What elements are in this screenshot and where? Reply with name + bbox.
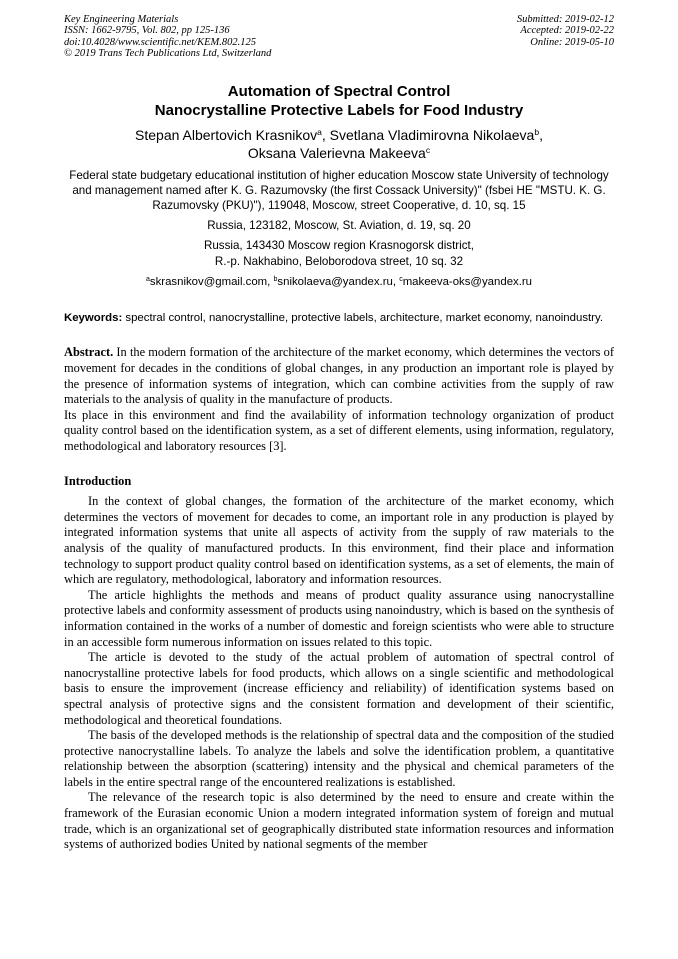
abstract-text: In the modern formation of the architecture of the market economy, which determines the vectors of movement for decades in the conditions of global changes, in any production an important role is played by the presence of information systems of integration, which can combine activities from the supply of raw materials to the analysis of quality in the manufacture of products. [64,345,614,407]
author-name: Stepan Albertovich Krasnikov [135,126,318,143]
body-paragraph: The article highlights the methods and means of product quality assurance using nanocrystalline protective labels and conformity assessment of products using nanoindustry, which is based on the synthesis of information contained in the works of a number of domestic and foreign scientists who were able to structure in an accessible form numerous information on issues related to this topic. [64,587,614,649]
title-line-1: Automation of Spectral Control [227,82,451,100]
address-2 [64,238,614,268]
body-paragraph: The relevance of the research topic is also determined by the need to ensure and create within the framework of the Eurasian economic Union a modern integrated information system of foreign and mutual trade, which is an organizational set of geographically distributed state information resources and information systems of authorized bodies United by national segments of the member [64,790,614,852]
abstract-paragraph [64,345,614,407]
paper-title [64,82,614,120]
section-heading-introduction: Introduction [64,473,132,488]
email-mark: a [145,275,150,283]
journal-doi: doi:10.4028/www.scientific.net/KEM.802.125 [64,36,256,48]
address-2-line-2: R.-p. Nakhabino, Beloborodova street, 10 sq. 32 [214,254,464,268]
author-name: Svetlana Vladimirovna Nikolaeva [329,126,535,143]
journal-header [64,14,614,60]
journal-copyright: © 2019 Trans Tech Publications Ltd, Switzerland [64,48,272,60]
abstract [64,345,614,454]
introduction-body [64,494,614,853]
accepted-date: Accepted: 2019-02-22 [520,25,614,37]
body-paragraph: The basis of the developed methods is the relationship of spectral data and the composition of the studied protective nanocrystalline labels. To analyze the labels and solve the identification problem, a quantitative relationship between the absorption (scattering) intensity and the physical and chemical parameters of the labels in the entire spectral range of the encountered realizations is established. [64,728,614,789]
author-affiliation-mark: a [317,126,322,137]
email-address[interactable]: snikolaeva@yandex.ru [277,275,393,288]
email-separator: , [392,275,400,288]
abstract-paragraph: Its place in this environment and find the availability of information technology organization of product quality control based on the identification system, as a set of different elements, using information, regulatory, methodological and laboratory resources [3]. [64,407,614,453]
email-mark: b [273,275,278,283]
address-2-line-1: Russia, 143430 Moscow region Krasnogorsk district, [203,239,474,253]
title-line-2: Nanocrystalline Protective Labels for Food Industry [154,101,524,119]
author-affiliation-mark: b [534,126,540,137]
paper-page [64,14,614,853]
email-separator: , [267,275,274,288]
abstract-label: Abstract. [64,345,114,360]
email-address[interactable]: makeeva-oks@yandex.ru [402,275,533,288]
body-paragraph: The article is devoted to the study of the actual problem of automation of spectral control of nanocrystalline protective labels for food products, which allows on a single scientific and methodological basis to ensure the improvement (increase efficiency and reliability) of identification systems based on spectral analysis of protective signs and the consistent formation and development of their scientific, methodological and theoretical foundations. [64,650,614,727]
keywords [64,311,614,327]
keywords-text: spectral control, nanocrystalline, protective labels, architecture, market economy, nanoindustry. [125,311,603,324]
submission-dates [517,14,614,60]
author-separator: , [539,126,543,143]
email-mark: c [399,275,403,283]
online-date: Online: 2019-05-10 [530,36,614,48]
author-affiliation-mark: c [425,145,431,156]
body-paragraph: In the context of global changes, the formation of the architecture of the market economy, which determines the vectors of movement for decades to come, an important role in any production is played by integrated information systems that unite all aspects of activity from the supply of raw materials to the analysis of the quality of manufactured products. In this environment, find their place and information technology to support product quality control based on identification systems, as a set of elements, the main of which are regulatory, methodological, laboratory and information resources. [64,494,614,587]
email-address[interactable]: skrasnikov@gmail.com [149,275,268,288]
address-1: Russia, 123182, Moscow, St. Aviation, d. 19, sq. 20 [207,219,471,233]
journal-issn: ISSN: 1662-9795, Vol. 802, pp 125-136 [64,25,230,37]
author-name: Oksana Valerievna Makeeva [247,145,426,162]
journal-name: Key Engineering Materials [64,14,179,25]
journal-info [64,14,271,60]
author-list [64,126,614,163]
author-separator: , [321,126,330,143]
email-list [64,275,614,290]
submitted-date: Submitted: 2019-02-12 [516,14,614,25]
affiliation: Federal state budgetary educational institution of higher education Moscow state University of technology and management named after K. G. Razumovsky (the first Cossack University)" (fsbei HE "MSTU. K. G. Razumovsky (PKU)"), 119048, Moscow, street Cooperative, d. 10, sq. 15 [69,168,609,213]
keywords-label: Keywords: [64,311,123,324]
